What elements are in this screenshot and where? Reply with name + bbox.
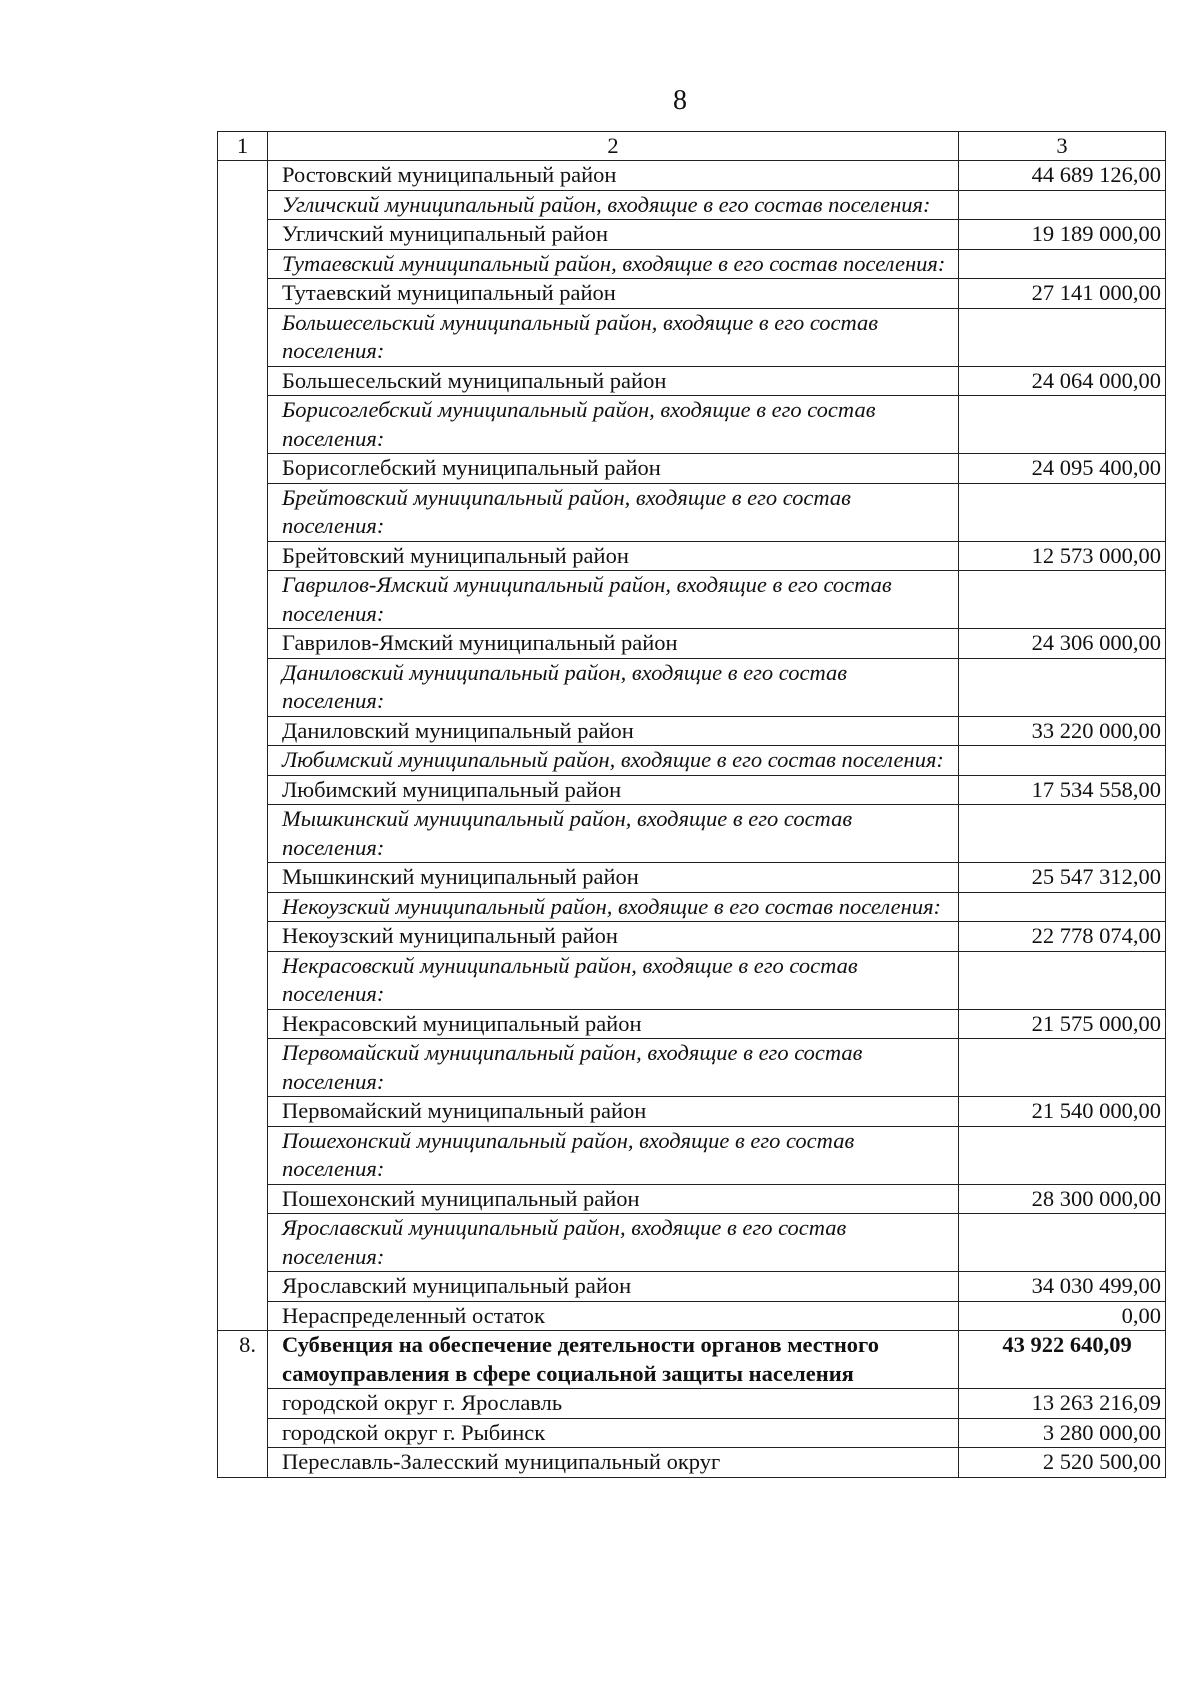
table-row bbox=[218, 366, 1166, 396]
table-row bbox=[218, 396, 1166, 454]
amount-value bbox=[959, 1039, 1166, 1097]
amount-value bbox=[959, 746, 1166, 776]
recipient-name: Тутаевский муниципальный район, входящие в его состав поселения: bbox=[268, 249, 959, 279]
amount-value: 24 306 000,00 bbox=[959, 629, 1166, 659]
amount-value bbox=[959, 892, 1166, 922]
table-row bbox=[218, 629, 1166, 659]
recipient-name: Некоузский муниципальный район bbox=[268, 922, 959, 952]
recipient-name: Ростовский муниципальный район bbox=[268, 161, 959, 191]
table-row bbox=[218, 249, 1166, 279]
recipient-name: Даниловский муниципальный район bbox=[268, 716, 959, 746]
table-row bbox=[218, 1301, 1166, 1331]
amount-value: 17 534 558,00 bbox=[959, 775, 1166, 805]
amount-value bbox=[959, 951, 1166, 1009]
recipient-name: Борисоглебский муниципальный район, входящие в его состав поселения: bbox=[268, 396, 959, 454]
table-row bbox=[218, 1039, 1166, 1097]
recipient-name: Гаврилов-Ямский муниципальный район, входящие в его состав поселения: bbox=[268, 571, 959, 629]
recipient-name: Ярославский муниципальный район, входящие в его состав поселения: bbox=[268, 1214, 959, 1272]
table-row bbox=[218, 658, 1166, 716]
column-header-1: 1 bbox=[218, 132, 268, 161]
recipient-name: Даниловский муниципальный район, входящие в его состав поселения: bbox=[268, 658, 959, 716]
table-row bbox=[218, 279, 1166, 309]
recipient-name: городской округ г. Рыбинск bbox=[268, 1418, 959, 1448]
recipient-name: Большесельский муниципальный район bbox=[268, 366, 959, 396]
amount-value: 21 540 000,00 bbox=[959, 1097, 1166, 1127]
table-row bbox=[218, 220, 1166, 250]
row-number-cell bbox=[218, 161, 268, 1331]
table-row bbox=[218, 1097, 1166, 1127]
table-row bbox=[218, 716, 1166, 746]
table-row bbox=[218, 483, 1166, 541]
recipient-name: Любимский муниципальный район, входящие в его состав поселения: bbox=[268, 746, 959, 776]
table-body bbox=[218, 132, 1166, 1478]
amount-value bbox=[959, 396, 1166, 454]
amount-value bbox=[959, 190, 1166, 220]
recipient-name: Любимский муниципальный район bbox=[268, 775, 959, 805]
section-title: Субвенция на обеспечение деятельности органов местного самоуправления в сфере социальной защиты населения bbox=[268, 1331, 959, 1389]
amount-value: 33 220 000,00 bbox=[959, 716, 1166, 746]
table-row bbox=[218, 454, 1166, 484]
table-row bbox=[218, 951, 1166, 1009]
amount-value bbox=[959, 249, 1166, 279]
table-row bbox=[218, 1009, 1166, 1039]
recipient-name: Пошехонский муниципальный район bbox=[268, 1184, 959, 1214]
section-number: 8. bbox=[218, 1331, 268, 1478]
amount-value: 3 280 000,00 bbox=[959, 1418, 1166, 1448]
amount-value: 27 141 000,00 bbox=[959, 279, 1166, 309]
amount-value bbox=[959, 805, 1166, 863]
table-row bbox=[218, 746, 1166, 776]
amount-value: 24 095 400,00 bbox=[959, 454, 1166, 484]
table-row bbox=[218, 775, 1166, 805]
amount-value: 44 689 126,00 bbox=[959, 161, 1166, 191]
amount-value: 34 030 499,00 bbox=[959, 1272, 1166, 1302]
table-row bbox=[218, 805, 1166, 863]
subsidy-table bbox=[217, 131, 1166, 1478]
recipient-name: Первомайский муниципальный район bbox=[268, 1097, 959, 1127]
amount-value bbox=[959, 483, 1166, 541]
amount-value: 25 547 312,00 bbox=[959, 863, 1166, 893]
page-number: 8 bbox=[673, 85, 687, 116]
amount-value: 19 189 000,00 bbox=[959, 220, 1166, 250]
recipient-name: Борисоглебский муниципальный район bbox=[268, 454, 959, 484]
table-row bbox=[218, 308, 1166, 366]
table-row bbox=[218, 1389, 1166, 1419]
table-row bbox=[218, 571, 1166, 629]
recipient-name: Пошехонский муниципальный район, входящие в его состав поселения: bbox=[268, 1126, 959, 1184]
table-row bbox=[218, 922, 1166, 952]
amount-value bbox=[959, 1214, 1166, 1272]
amount-value: 0,00 bbox=[959, 1301, 1166, 1331]
table-row bbox=[218, 1126, 1166, 1184]
amount-value: 22 778 074,00 bbox=[959, 922, 1166, 952]
table-row bbox=[218, 1214, 1166, 1272]
recipient-name: Угличский муниципальный район, входящие в его состав поселения: bbox=[268, 190, 959, 220]
column-header-row bbox=[218, 132, 1166, 161]
amount-value bbox=[959, 1126, 1166, 1184]
table-row bbox=[218, 892, 1166, 922]
amount-value: 12 573 000,00 bbox=[959, 541, 1166, 571]
recipient-name: Брейтовский муниципальный район bbox=[268, 541, 959, 571]
amount-value bbox=[959, 571, 1166, 629]
table-row bbox=[218, 190, 1166, 220]
recipient-name: Угличский муниципальный район bbox=[268, 220, 959, 250]
recipient-name: Большесельский муниципальный район, входящие в его состав поселения: bbox=[268, 308, 959, 366]
section-amount: 43 922 640,09 bbox=[959, 1331, 1166, 1389]
recipient-name: Некрасовский муниципальный район bbox=[268, 1009, 959, 1039]
amount-value: 13 263 216,09 bbox=[959, 1389, 1166, 1419]
recipient-name: Некрасовский муниципальный район, входящие в его состав поселения: bbox=[268, 951, 959, 1009]
recipient-name: Первомайский муниципальный район, входящие в его состав поселения: bbox=[268, 1039, 959, 1097]
table-row bbox=[218, 1448, 1166, 1478]
table-row bbox=[218, 1418, 1166, 1448]
table-row bbox=[218, 161, 1166, 191]
column-header-2: 2 bbox=[268, 132, 959, 161]
table-row bbox=[218, 1272, 1166, 1302]
recipient-name: Мышкинский муниципальный район bbox=[268, 863, 959, 893]
recipient-name: Тутаевский муниципальный район bbox=[268, 279, 959, 309]
recipient-name: Ярославский муниципальный район bbox=[268, 1272, 959, 1302]
column-header-3: 3 bbox=[959, 132, 1166, 161]
recipient-name: Переславль-Залесский муниципальный округ bbox=[268, 1448, 959, 1478]
amount-value: 21 575 000,00 bbox=[959, 1009, 1166, 1039]
amount-value: 28 300 000,00 bbox=[959, 1184, 1166, 1214]
recipient-name: Гаврилов-Ямский муниципальный район bbox=[268, 629, 959, 659]
recipient-name: городской округ г. Ярославль bbox=[268, 1389, 959, 1419]
recipient-name: Брейтовский муниципальный район, входящие в его состав поселения: bbox=[268, 483, 959, 541]
section-header-row bbox=[218, 1331, 1166, 1389]
amount-value: 24 064 000,00 bbox=[959, 366, 1166, 396]
amount-value: 2 520 500,00 bbox=[959, 1448, 1166, 1478]
recipient-name: Мышкинский муниципальный район, входящие в его состав поселения: bbox=[268, 805, 959, 863]
recipient-name: Некоузский муниципальный район, входящие в его состав поселения: bbox=[268, 892, 959, 922]
recipient-name: Нераспределенный остаток bbox=[268, 1301, 959, 1331]
amount-value bbox=[959, 658, 1166, 716]
table-row bbox=[218, 541, 1166, 571]
table-row bbox=[218, 1184, 1166, 1214]
table-row bbox=[218, 863, 1166, 893]
amount-value bbox=[959, 308, 1166, 366]
